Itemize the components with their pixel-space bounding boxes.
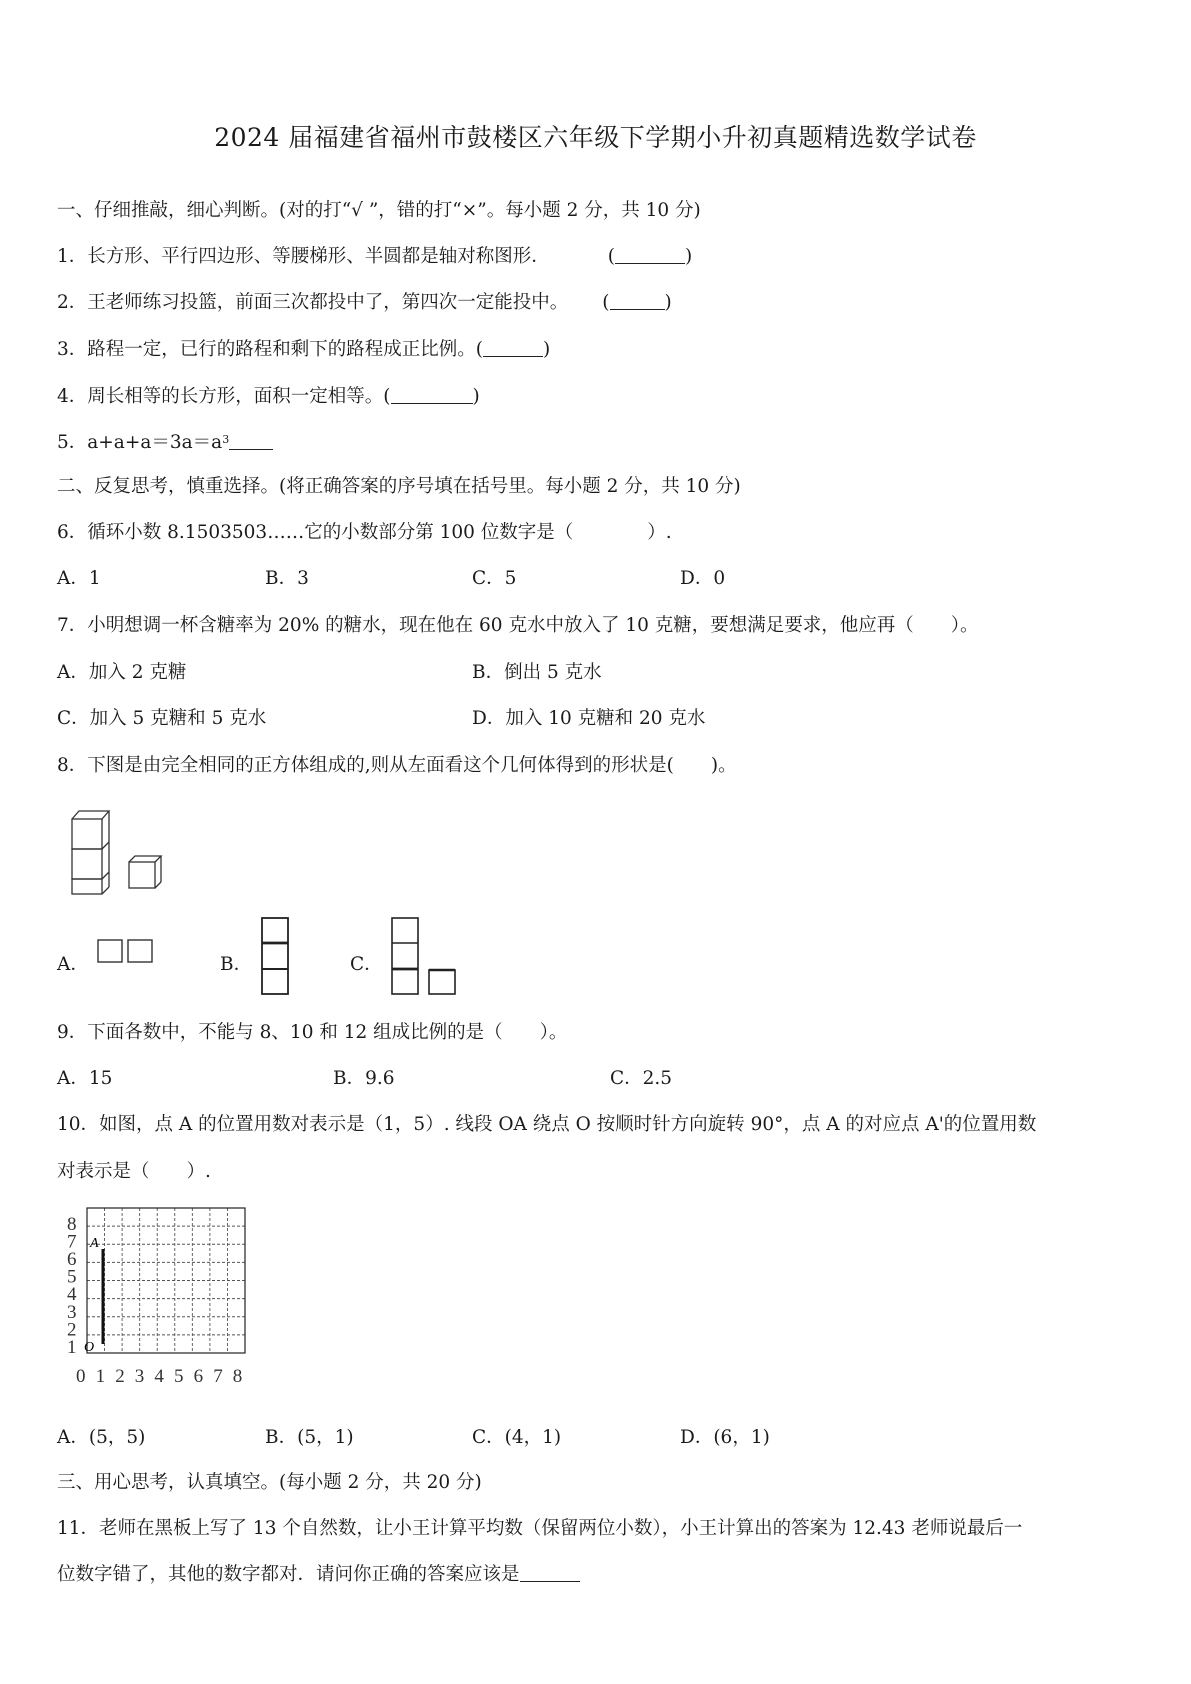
paren-close: ) xyxy=(472,386,480,407)
q9-option-a[interactable]: A．15 xyxy=(57,1068,113,1089)
q6-option-d[interactable]: D．0 xyxy=(680,568,726,589)
q7-option-a[interactable]: A．加入 2 克糖 xyxy=(57,662,187,683)
question-3-text: 3．路程一定，已行的路程和剩下的路程成正比例。 xyxy=(57,339,476,360)
paren-open: ( xyxy=(602,292,610,313)
q6-option-a[interactable]: A．1 xyxy=(57,568,101,589)
answer-blank-3[interactable] xyxy=(483,355,543,357)
x-tick-label: 6 xyxy=(193,1366,204,1387)
q8-option-a-label[interactable]: A． xyxy=(57,954,89,975)
question-8-stem: 8．下图是由完全相同的正方体组成的,则从左面看这个几何体得到的形状是( )。 xyxy=(57,755,737,776)
x-tick-label: 0 xyxy=(76,1366,86,1387)
q8-option-b-label[interactable]: B． xyxy=(220,954,253,975)
y-tick-label: 6 xyxy=(67,1249,77,1270)
y-tick-label: 1 xyxy=(67,1337,77,1358)
q9-option-b[interactable]: B．9.6 xyxy=(333,1068,395,1089)
question-5-exponent: 3 xyxy=(222,433,230,446)
answer-blank-2[interactable] xyxy=(610,308,665,310)
y-tick-label: 7 xyxy=(67,1231,77,1253)
question-7-stem: 7．小明想调一杯含糖率为 20% 的糖水，现在他在 60 克水中放入了 10 克糖，要想满足要求，他应再（ ）。 xyxy=(57,615,979,636)
q7-option-b[interactable]: B．倒出 5 克水 xyxy=(472,662,602,683)
y-tick-label: 2 xyxy=(67,1319,77,1341)
question-11-line-1: 11．老师在黑板上写了 13 个自然数，让小王计算平均数（保留两位小数），小王计算出的答案为 12.43 老师说最后一 xyxy=(57,1518,1023,1539)
question-9-stem: 9．下面各数中，不能与 8、10 和 12 组成比例的是（ ）。 xyxy=(57,1022,568,1043)
question-5 xyxy=(57,428,273,454)
x-tick-label: 8 xyxy=(232,1366,243,1387)
cube-stack-figure xyxy=(66,805,176,895)
q10-option-b[interactable]: B．(5，1) xyxy=(265,1427,354,1448)
question-1 xyxy=(57,242,692,268)
point-a-label: A xyxy=(90,1236,99,1251)
question-2 xyxy=(57,288,672,314)
question-1-text: 1．长方形、平行四边形、等腰梯形、半圆都是轴对称图形． xyxy=(57,246,550,267)
y-tick-label: 4 xyxy=(67,1284,77,1306)
question-10-stem-line-2: 对表示是（ ）. xyxy=(57,1161,211,1182)
question-5-text: 5．a+a+a＝3a＝a xyxy=(57,432,223,453)
q7-option-c[interactable]: C．加入 5 克糖和 5 克水 xyxy=(57,708,267,729)
q10-option-d[interactable]: D．(6，1) xyxy=(680,1427,770,1448)
x-tick-label: 7 xyxy=(213,1366,223,1387)
paren-open: ( xyxy=(607,246,615,267)
q6-option-b[interactable]: B．3 xyxy=(265,568,309,589)
origin-label: O xyxy=(84,1340,95,1355)
x-tick-label: 1 xyxy=(95,1366,106,1387)
x-tick-label: 5 xyxy=(174,1366,184,1387)
q7-option-d[interactable]: D．加入 10 克糖和 20 克水 xyxy=(472,708,706,729)
question-10-stem-line-1: 10．如图，点 A 的位置用数对表示是（1，5）. 线段 OA 绕点 O 按顺时针方向旋转 90°，点 A 的对应点 A'的位置用数 xyxy=(57,1114,1037,1135)
answer-blank-5[interactable] xyxy=(229,448,273,450)
x-tick-label: 2 xyxy=(115,1366,125,1387)
section-1-heading: 一、仔细推敲，细心判断。(对的打“√ ”，错的打“×”。每小题 2 分，共 10 分) xyxy=(57,200,701,221)
section-3-heading: 三、用心思考，认真填空。(每小题 2 分，共 20 分) xyxy=(57,1472,482,1493)
question-11-text: 位数字错了，其他的数字都对．请问你正确的答案应该是 xyxy=(57,1564,520,1585)
answer-blank-1[interactable] xyxy=(615,262,685,264)
q10-option-a[interactable]: A．(5，5) xyxy=(57,1427,146,1448)
y-tick-label: 8 xyxy=(67,1213,77,1235)
answer-blank-11[interactable] xyxy=(520,1580,580,1582)
paren-open: ( xyxy=(475,339,483,360)
q8-option-c-label[interactable]: C． xyxy=(350,954,383,975)
paren-open: ( xyxy=(383,386,391,407)
q6-option-c[interactable]: C．5 xyxy=(472,568,517,589)
paren-close: ) xyxy=(543,339,551,360)
x-tick-label: 4 xyxy=(154,1366,164,1387)
question-3 xyxy=(57,335,550,361)
question-4 xyxy=(57,382,480,408)
q8-option-c-shape[interactable] xyxy=(389,916,461,996)
question-6-stem: 6．循环小数 8.1503503……它的小数部分第 100 位数字是（ ）. xyxy=(57,522,672,543)
q9-option-c[interactable]: C．2.5 xyxy=(610,1068,673,1089)
question-11-line-2 xyxy=(57,1560,580,1586)
coordinate-grid-figure xyxy=(66,1200,256,1385)
paren-close: ) xyxy=(664,292,672,313)
question-4-text: 4．周长相等的长方形，面积一定相等。 xyxy=(57,386,384,407)
answer-blank-4[interactable] xyxy=(391,402,473,404)
y-tick-label: 3 xyxy=(67,1301,77,1323)
page-title: 2024 届福建省福州市鼓楼区六年级下学期小升初真题精选数学试卷 xyxy=(214,123,977,152)
q10-option-c[interactable]: C．(4，1) xyxy=(472,1427,562,1448)
question-2-text: 2．王老师练习投篮，前面三次都投中了，第四次一定能投中。 xyxy=(57,292,569,313)
section-2-heading: 二、反复思考，慎重选择。(将正确答案的序号填在括号里。每小题 2 分，共 10 分) xyxy=(57,476,741,497)
x-tick-label: 3 xyxy=(134,1366,145,1387)
y-tick-label: 5 xyxy=(67,1266,77,1288)
q8-option-b-shape[interactable] xyxy=(259,916,291,996)
q8-option-a-shape[interactable] xyxy=(96,938,156,964)
paren-close: ) xyxy=(685,246,693,267)
